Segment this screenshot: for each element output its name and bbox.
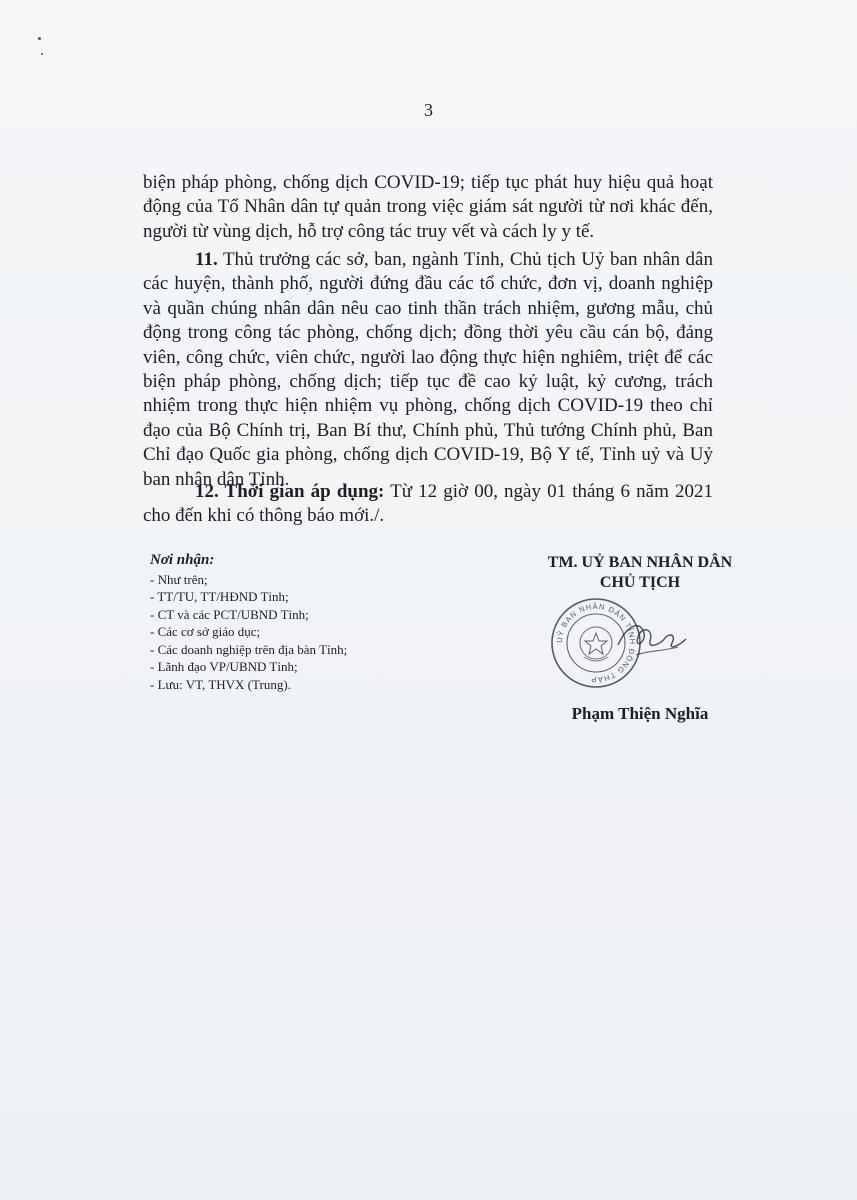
recipient-item: - Lưu: VT, THVX (Trung). (150, 676, 291, 692)
paragraph-continuation: biện pháp phòng, chống dịch COVID-19; tiếp tục phát huy hiệu quả hoạt động của Tổ Nhân dân tự quản trong việc giám sát người từ nơi khác đến, người từ vùng dịch, hỗ trợ công tác truy vết và cách ly y tế. (143, 172, 713, 242)
recipient-item: - Lãnh đạo VP/UBND Tỉnh; (150, 659, 298, 674)
item-11-text: Thủ trưởng các sở, ban, ngành Tỉnh, Chủ tịch Uỷ ban nhân dân các huyện, thành phố, người đứng đầu các tổ chức, đơn vị, doanh nghiệp và quần chúng nhân dân nêu cao tinh thần trách nhiệm, gương mẫu, chủ động trong công tác phòng, chống dịch; đồng thời yêu cầu cán bộ, đảng viên, công chức, viên chức, người lao động thực hiện nghiêm, triệt để các biện pháp phòng, chống dịch; tiếp tục đề cao kỷ luật, kỷ cương, trách nhiệm trong thực hiện nhiệm vụ phòng, chống dịch COVID-19 theo chỉ đạo của Bộ Chính trị, Ban Bí thư, Chính phủ, Thủ tướng Chính phủ, Ban Chỉ đạo Quốc gia phòng, chống dịch COVID-19, Bộ Y tế, Tỉnh uỷ và Uỷ ban nhân dân Tỉnh. (143, 249, 713, 490)
recipients-heading: Nơi nhận: (150, 552, 215, 568)
recipients-block (150, 552, 450, 693)
recipient-item: - Các doanh nghiệp trên địa bàn Tỉnh; (150, 641, 348, 657)
recipient-item: - Như trên; (150, 571, 208, 587)
recipient-item: - Các cơ sở giáo dục; (150, 624, 261, 639)
seal-and-signature (520, 593, 760, 693)
official-seal-icon (546, 593, 726, 693)
signature-organization: TM. UỶ BAN NHÂN DÂN (547, 554, 733, 571)
page-number: 3 (424, 100, 433, 120)
signature-block (520, 553, 760, 725)
recipients-list (150, 571, 450, 694)
item-11-number: 11. (195, 249, 218, 270)
item-12-label: 12. Thời gian áp dụng: (195, 481, 385, 502)
scan-speck (41, 53, 43, 55)
item-12-text: Từ 12 giờ 00, ngày 01 tháng 6 năm 2021 cho đến khi có thông báo mới./. (143, 481, 713, 527)
seal-text: UỶ BAN NHÂN DÂN TỈNH ĐỒNG THÁP (554, 601, 638, 685)
signer-name: Phạm Thiện Nghĩa (571, 704, 709, 723)
item-12-paragraph (143, 480, 713, 529)
signature-title: CHỦ TỊCH (599, 574, 681, 591)
scan-speck (38, 37, 41, 40)
recipient-item: - TT/TU, TT/HĐND Tỉnh; (150, 589, 289, 604)
item-11-paragraph (143, 248, 713, 492)
recipient-item: - CT và các PCT/UBND Tỉnh; (150, 606, 309, 622)
